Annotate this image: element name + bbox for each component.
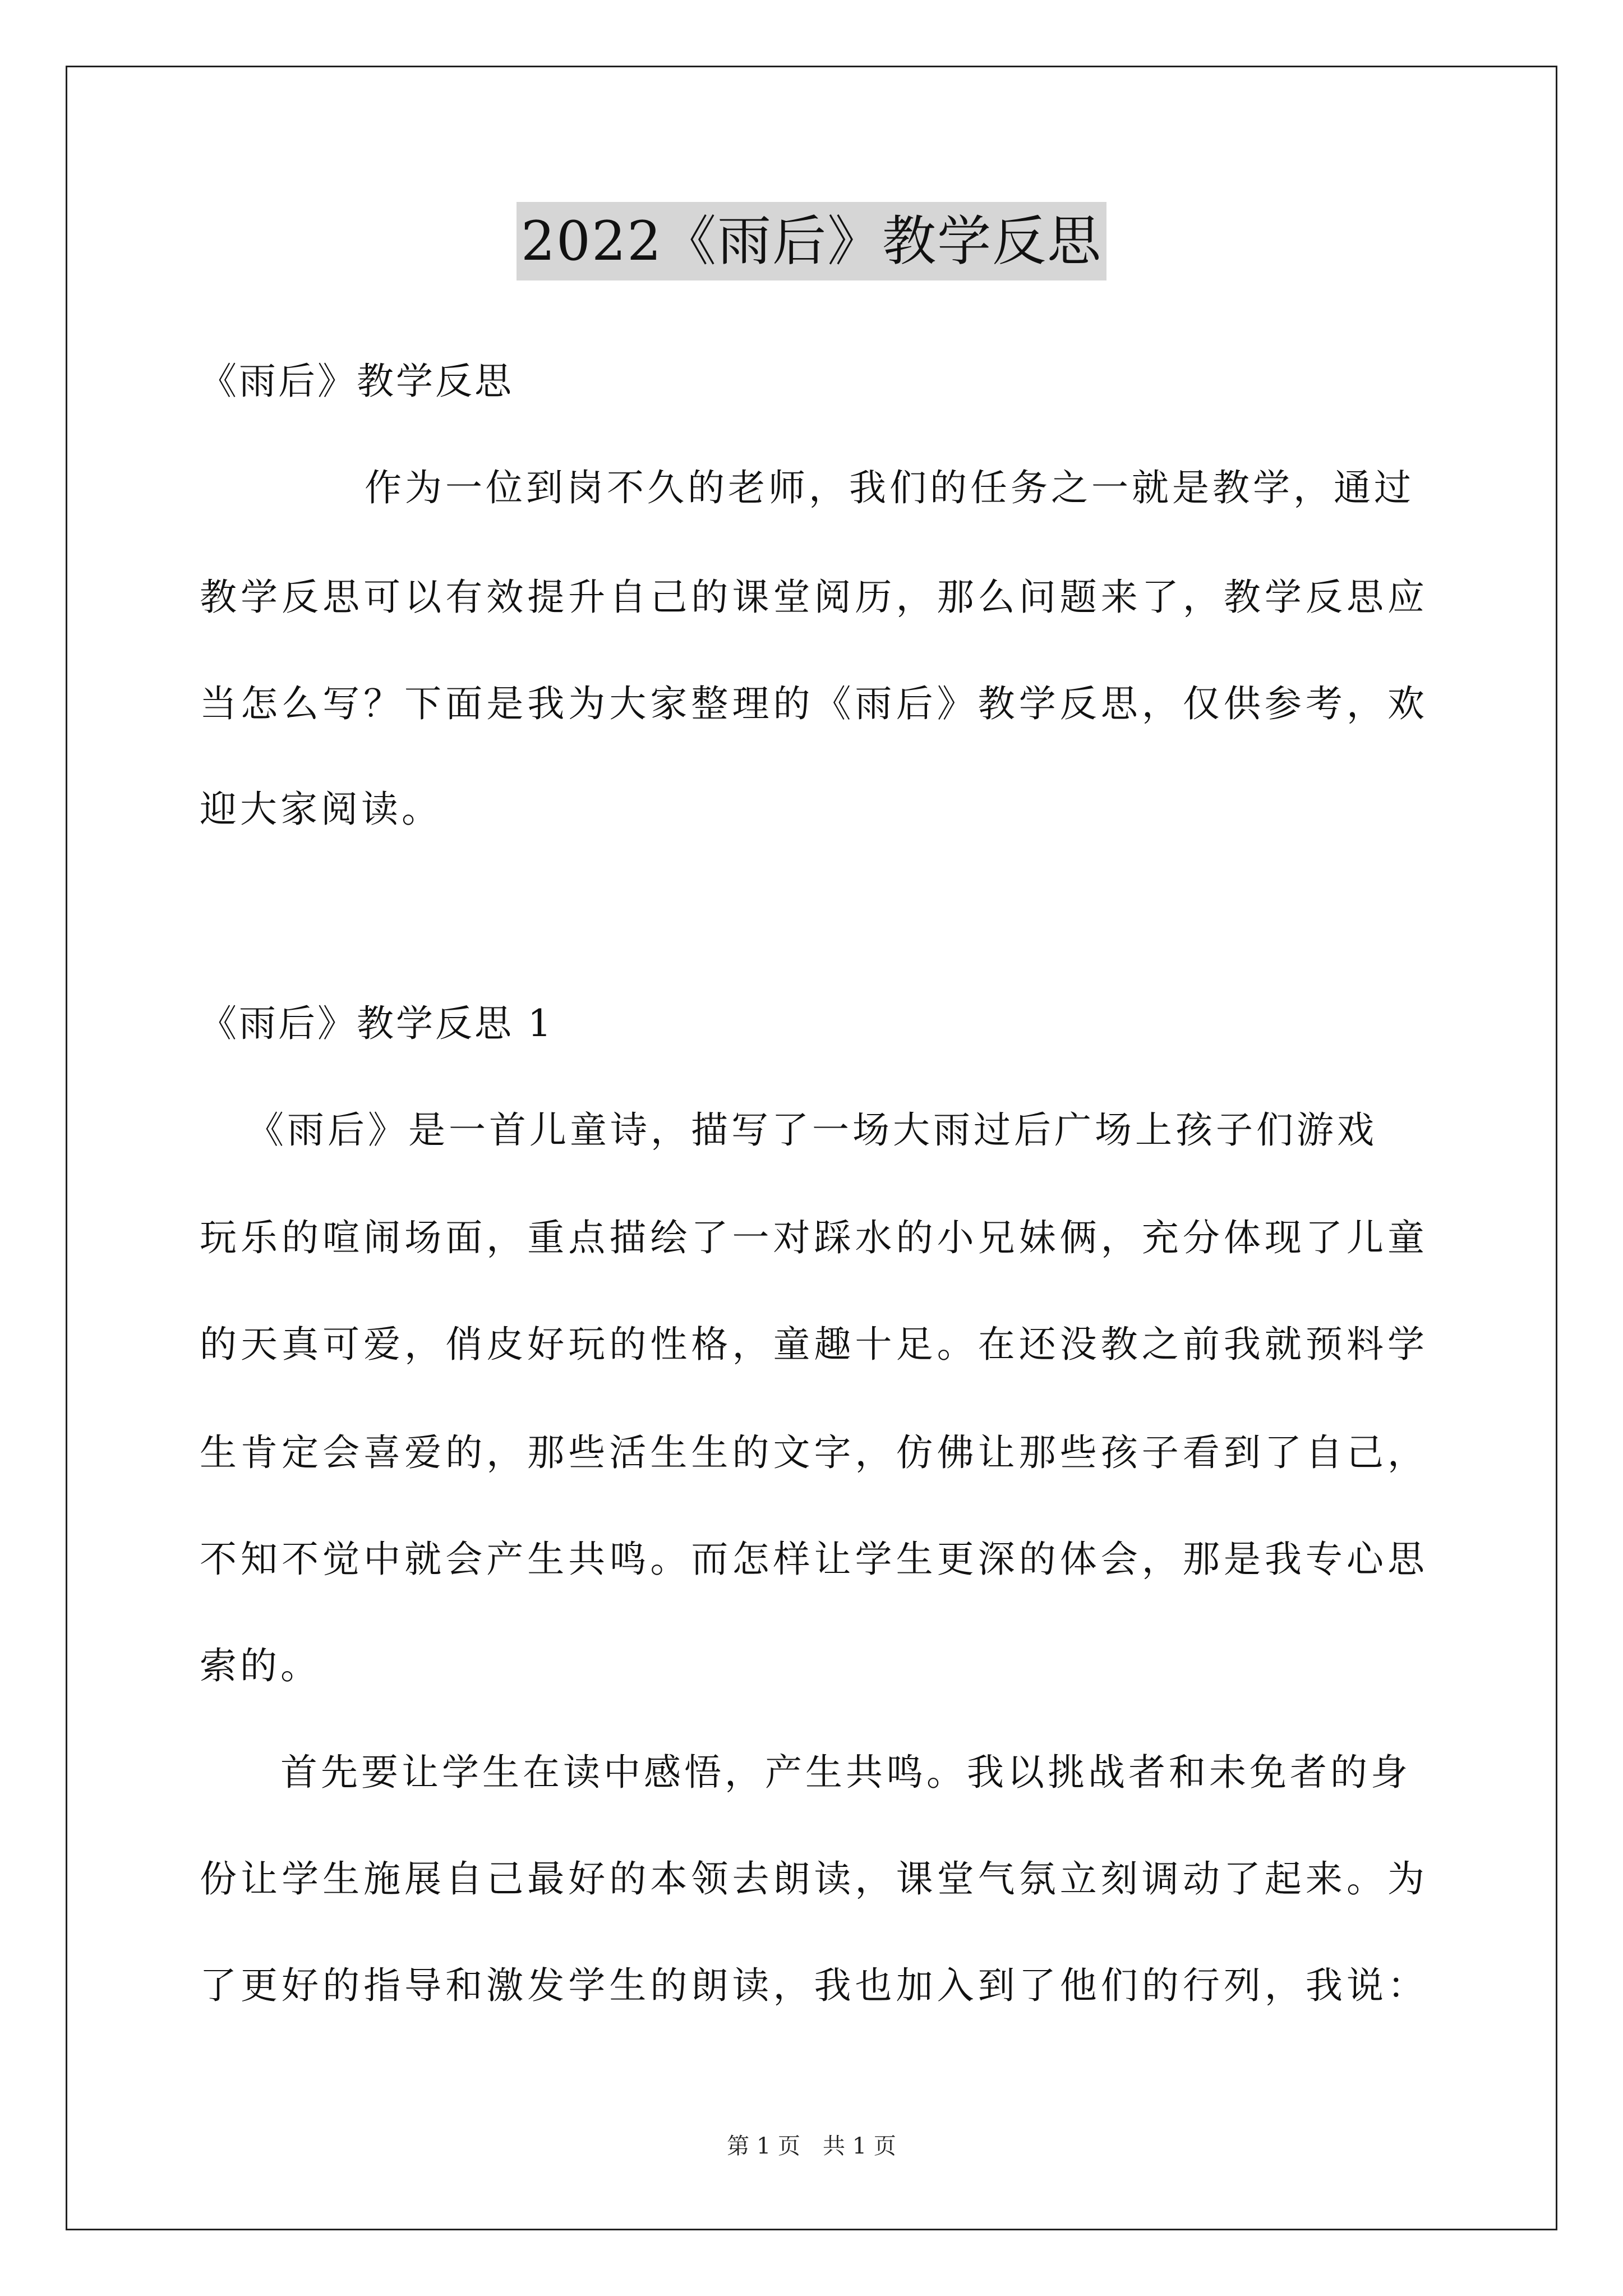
paragraph2-line-1: 首先要让学生在读中感悟，产生共鸣。我以挑战者和未免者的身 [280,1751,1411,1794]
intro-line-1: 作为一位到岗不久的老师，我们的任务之一就是教学，通过 [365,466,1414,509]
paragraph1-line-6: 索的。 [200,1644,321,1687]
paragraph1-line-1: 《雨后》是一首儿童诗，描写了一场大雨过后广场上孩子们游戏 [247,1108,1377,1152]
intro-line-3: 当怎么写？下面是我为大家整理的《雨后》教学反思，仅供参考，欢 [200,682,1428,725]
paragraph1-line-5: 不知不觉中就会产生共鸣。而怎样让学生更深的体会，那是我专心思 [200,1538,1428,1581]
intro-line-4: 迎大家阅读。 [200,788,442,831]
document-title: 2022《雨后》教学反思 [517,202,1106,280]
intro-line-2: 教学反思可以有效提升自己的课堂阅历，那么问题来了，教学反思应 [200,576,1428,619]
paragraph1-line-4: 生肯定会喜爱的，那些活生生的文字，仿佛让那些孩子看到了自己， [200,1431,1428,1474]
subtitle: 《雨后》教学反思 [200,360,514,403]
paragraph1-line-3: 的天真可爱，俏皮好玩的性格，童趣十足。在还没教之前我就预料学 [200,1323,1428,1366]
paragraph2-line-2: 份让学生施展自己最好的本领去朗读，课堂气氛立刻调动了起来。为 [200,1857,1428,1901]
title-container [0,202,1623,280]
page-footer: 第 1 页 共 1 页 [727,2133,896,2159]
section-heading: 《雨后》教学反思 1 [200,1002,554,1045]
paragraph1-line-2: 玩乐的喧闹场面，重点描绘了一对踩水的小兄妹俩，充分体现了儿童 [200,1216,1428,1259]
paragraph2-line-3: 了更好的指导和激发学生的朗读，我也加入到了他们的行列，我说： [200,1964,1428,2007]
